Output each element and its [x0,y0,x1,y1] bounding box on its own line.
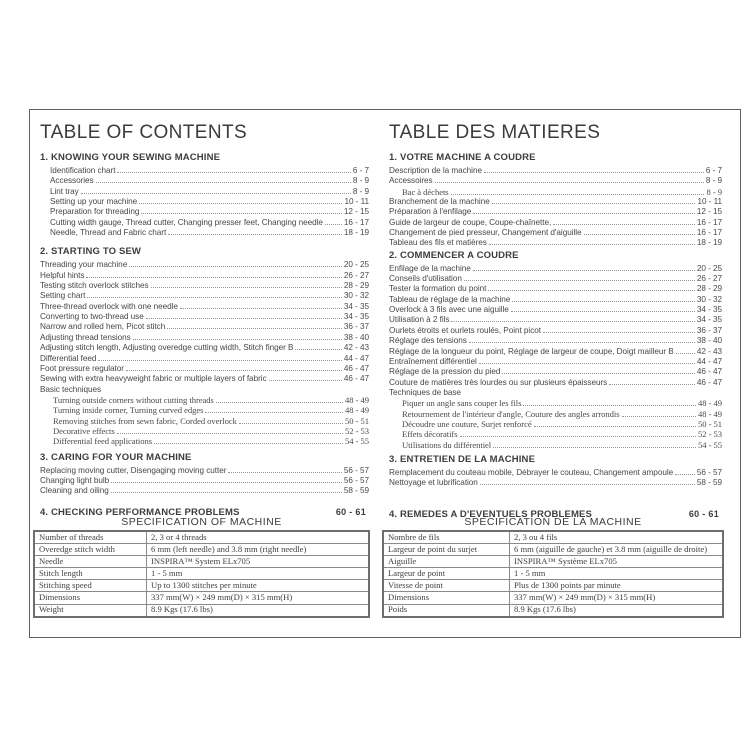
toc-entry-label: Préparation à l'enfilage [389,207,472,217]
toc-entry [40,176,369,186]
toc-entry [389,264,722,274]
toc-entry [389,357,722,367]
spec-value-cell: INSPIRA™ Système ELx705 [510,556,724,568]
toc-section-heading: 3. CARING FOR YOUR MACHINE [40,451,192,463]
toc-section-heading: 1. VOTRE MACHINE A COUDRE [389,152,536,163]
toc-entry-label: Tester la formation du point [389,284,487,294]
toc-entry-label: Ourlets étroits et ourlets roulés, Point picot [389,325,541,335]
toc-entry-pages: 50 - 51 [345,415,369,426]
spec-label-cell: Weight [34,604,147,617]
toc-entry-label: Needle, Thread and Fabric chart [50,228,167,238]
toc-entry [40,228,369,238]
dot-leader [511,310,695,312]
toc-entry-pages: 36 - 37 [696,325,722,335]
dot-leader [435,181,704,183]
dot-leader [523,404,696,406]
toc-title-english: TABLE OF CONTENTS [40,122,248,143]
toc-entry-pages: 20 - 25 [343,260,369,270]
spec-label-cell: Vitesse de point [383,580,510,592]
toc-entry-pages: 52 - 53 [698,429,722,440]
toc-entry-label: Removing stitches from sewn fabric, Corded overlock [53,415,237,426]
toc-entry [40,374,369,384]
toc-entry-label: Changing light bulb [40,475,110,485]
spec-row [383,604,723,617]
toc-entry-pages: 8 - 9 [352,176,369,186]
spec-row [383,580,723,592]
dot-leader [180,307,342,309]
toc-entry-pages: 28 - 29 [696,284,722,294]
toc-entry-label: Accessories [50,176,94,186]
toc-entry-pages: 16 - 17 [343,217,369,227]
toc-entry [40,312,369,322]
toc-entry-label: Couture de matières très lourdes ou sur plusieurs épaisseurs [389,377,608,387]
spec-row [34,556,369,568]
toc-entry [389,388,722,398]
toc-entry [40,207,369,217]
spec-table-french [382,530,724,618]
toc-section-heading: 4. REMEDES A D'EVENTUELS PROBLEMES [389,508,593,520]
toc-entry [40,322,369,332]
toc-entry-label: Découdre une couture, Surjet renforcé [402,418,532,429]
toc-section-heading: 2. COMMENCER A COUDRE [389,249,519,261]
toc-entry-pages: 38 - 40 [696,336,722,346]
toc-entry-label: Adjusting thread tensions [40,332,131,342]
spec-block-french [382,516,724,618]
toc-entry-pages: 34 - 35 [696,305,722,315]
toc-entry-pages: 34 - 35 [343,301,369,311]
dot-leader [154,442,343,444]
dot-leader [228,471,341,473]
spec-value-cell: 2, 3 ou 4 fils [510,531,724,544]
toc-entry-pages: 54 - 55 [345,436,369,447]
toc-entry [389,315,722,325]
toc-entry [389,197,722,207]
toc-entry [40,385,369,395]
toc-entry-label: Tableau des fils et matières [389,238,487,248]
spec-label-cell: Dimensions [383,592,510,604]
spec-label-cell: Nombre de fils [383,531,510,544]
toc-entry [389,187,722,197]
toc-entry-label: Remplacement du couteau mobile, Débrayer le couteau, Changement ampoule [389,467,674,477]
dot-leader [111,481,342,483]
dot-leader [493,446,696,448]
spec-row [383,556,723,568]
toc-entry [40,281,369,291]
spec-row [34,531,369,544]
toc-entry-pages: 36 - 37 [343,322,369,332]
dot-leader [81,192,351,194]
toc-entry-label: Identification chart [50,166,116,175]
spec-title-english: SPECIFICATION OF MACHINE [121,516,282,528]
toc-entry-label: Cutting width gauge, Thread cutter, Changing presser feet, Changing needle [50,217,323,227]
toc-entry-label: Réglage des tensions [389,336,467,346]
toc-entry [40,197,369,207]
toc-entry-pages: 12 - 15 [343,207,369,217]
spec-label-cell: Poids [383,604,510,617]
toc-entry-label: Overlock à 3 fils avec une aiguille [389,305,509,315]
dot-leader [451,320,694,322]
toc-entry [389,207,722,217]
toc-entry [389,478,722,488]
toc-column-english [40,122,369,521]
toc-entry-label: Setting up your machine [50,197,138,207]
spec-table-english [33,530,370,618]
toc-entry-pages: 58 - 59 [343,486,369,496]
toc-entry-pages: 56 - 57 [343,465,369,475]
toc-entry [40,426,369,436]
toc-entry-label: Sewing with extra heavyweight fabric or multiple layers of fabric [40,374,267,384]
toc-entry [40,476,369,486]
toc-entry-label: Narrow and rolled hem, Picot stitch [40,322,166,332]
spec-row [383,592,723,604]
spec-value-cell: Up to 1300 stitches per minute [147,580,370,592]
toc-entry-pages: 46 - 47 [696,377,722,387]
toc-entry-label: Piquer un angle sans couper les fils [402,398,522,409]
toc-entry-pages: 6 - 7 [705,166,722,175]
toc-entry-pages: 34 - 35 [696,315,722,325]
toc-section [40,152,369,238]
dot-leader [622,415,696,417]
toc-entry-label: Differential feed [40,353,97,363]
toc-entry-pages: 6 - 7 [352,166,369,175]
toc-entry-pages: 12 - 15 [696,207,722,217]
toc-entry-pages: 48 - 49 [345,394,369,405]
dot-leader [139,202,342,204]
spec-label-cell: Overedge stitch width [34,544,147,556]
toc-entry-label: Réglage de la pression du pied [389,367,501,377]
spec-row [34,592,369,604]
spec-label-cell: Number of threads [34,531,147,544]
toc-entry-label: Bac à déchets [402,186,449,197]
toc-entry [389,409,722,419]
toc-entry-label: Preparation for threading [50,207,140,217]
toc-entry-label: Changement de pied presseur, Changement d'aiguille [389,228,582,238]
toc-entry-label: Three-thread overlock with one needle [40,301,178,311]
toc-entry-pages: 34 - 35 [343,312,369,322]
dot-leader [489,243,695,245]
dot-leader [534,425,696,427]
toc-section [389,152,722,249]
dot-leader [216,401,343,403]
dot-leader [676,352,695,354]
toc-column-french [389,122,722,523]
dot-leader [117,171,350,173]
toc-entry-label: Retournement de l'intérieur d'angle, Couture des angles arrondis [402,408,620,419]
toc-entry-pages: 8 - 9 [352,186,369,196]
toc-entry-pages: 26 - 27 [696,274,722,284]
spec-value-cell: 1 - 5 mm [510,568,724,580]
toc-entry [40,416,369,426]
spec-value-cell: 2, 3 or 4 threads [147,531,370,544]
toc-entry-label: Techniques de base [389,387,461,397]
dot-leader [269,379,342,381]
toc-entry-pages: 48 - 49 [698,408,722,419]
toc-entry [40,436,369,446]
toc-entry-pages: 48 - 49 [698,398,722,409]
toc-entry-pages: 46 - 47 [343,363,369,373]
toc-entry [389,284,722,294]
toc-section-heading: 3. ENTRETIEN DE LA MACHINE [389,453,536,465]
toc-entry-pages: 46 - 47 [696,367,722,377]
toc-entry-pages: 56 - 57 [343,475,369,485]
toc-entry [40,187,369,197]
spec-value-cell: 8.9 Kgs (17.6 lbs) [147,604,370,617]
dot-leader [133,338,342,340]
spec-row [34,580,369,592]
spec-row [34,544,369,556]
toc-section-heading: 4. CHECKING PERFORMANCE PROBLEMS [40,506,240,518]
toc-entry-pages: 18 - 19 [696,238,722,248]
spec-row [383,544,723,556]
toc-entry-pages: 10 - 11 [697,197,722,207]
dot-leader [464,279,695,281]
toc-sections-english [40,152,369,519]
toc-entry-label: Description de la machine [389,166,482,175]
toc-entry-pages: 16 - 17 [696,217,722,227]
spec-row [34,604,369,617]
toc-entry [40,333,369,343]
toc-entry [40,166,369,176]
toc-entry-pages: 44 - 47 [343,353,369,363]
toc-entry [389,440,722,450]
toc-entry-pages: 58 - 59 [696,478,722,488]
toc-entry [40,364,369,374]
toc-entry [40,291,369,301]
toc-entry-pages: 16 - 17 [696,228,722,238]
toc-entry [40,343,369,353]
toc-section [389,250,722,450]
toc-entry-pages: 30 - 32 [696,294,722,304]
dot-leader [168,233,342,235]
dot-leader [111,491,342,493]
spec-value-cell: 1 - 5 mm [147,568,370,580]
toc-entry-label: Helpful hints [40,270,85,280]
spec-value-cell: INSPIRA™ System ELx705 [147,556,370,568]
toc-section [40,452,369,497]
toc-entry [389,429,722,439]
toc-entry-pages: 26 - 27 [343,270,369,280]
toc-entry-pages: 42 - 43 [696,346,722,356]
toc-entry-label: Lint tray [50,186,79,196]
toc-sections-french [389,152,722,521]
spec-row [383,568,723,580]
spec-row [34,568,369,580]
toc-entry [40,271,369,281]
dot-leader [473,269,695,271]
spec-label-cell: Aiguille [383,556,510,568]
dot-leader [205,411,343,413]
toc-entry-label: Utilisation à 2 fils [389,315,450,325]
toc-entry [389,347,722,357]
dot-leader [117,432,343,434]
spec-value-cell: 8.9 Kgs (17.6 lbs) [510,604,724,617]
toc-entry-label: Threading your machine [40,260,128,270]
toc-entry-pages: 54 - 55 [698,439,722,450]
dot-leader [86,276,341,278]
toc-entry [40,466,369,476]
dot-leader [96,181,351,183]
spec-label-cell: Stitch length [34,568,147,580]
toc-entry-label: Conseils d'utilisation [389,274,462,284]
dot-leader [239,422,343,424]
toc-entry-label: Réglage de la longueur du point, Réglage de largeur de coupe, Doigt mailleur B [389,346,674,356]
toc-entry-pages: 46 - 47 [343,374,369,384]
toc-entry-label: Setting chart [40,291,86,301]
toc-entry-label: Decorative effects [53,425,115,436]
toc-entry-pages: 18 - 19 [343,228,369,238]
toc-entry-pages: 28 - 29 [343,281,369,291]
toc-entry-label: Guide de largeur de coupe, Coupe-chaînette, [389,217,552,227]
dot-leader [484,171,704,173]
spec-label-cell: Largeur de point [383,568,510,580]
toc-entry-label: Converting to two-thread use [40,312,144,322]
dot-leader [167,327,342,329]
spec-label-cell: Needle [34,556,147,568]
dot-leader [473,212,695,214]
content-frame [29,109,741,638]
toc-entry [389,176,722,186]
spec-value-cell: 6 mm (aiguille de gauche) et 3.8 mm (aiguille de droite) [510,544,724,556]
dot-leader [325,223,342,225]
toc-entry [389,218,722,228]
dot-leader [141,212,342,214]
toc-entry-pages: 20 - 25 [696,263,722,273]
toc-entry-label: Turning outside corners without cutting threads [53,394,214,405]
toc-entry-label: Branchement de la machine [389,197,490,207]
toc-entry-pages: 60 - 61 [688,508,719,519]
toc-entry-pages: 56 - 57 [696,467,722,477]
toc-entry [389,305,722,315]
toc-title-french: TABLE DES MATIERES [389,122,601,143]
toc-section [389,454,722,489]
toc-section-heading: 2. STARTING TO SEW [40,246,142,258]
toc-entry-pages: 42 - 43 [343,343,369,353]
toc-entry-pages: 38 - 40 [343,332,369,342]
dot-leader [479,362,695,364]
toc-entry [389,398,722,408]
dot-leader [295,348,341,350]
dot-leader [98,359,342,361]
dot-leader [675,473,695,475]
dot-leader [584,233,695,235]
spec-row [383,531,723,544]
toc-entry [389,419,722,429]
toc-entry-pages: 8 - 9 [705,176,722,186]
dot-leader [502,372,694,374]
dot-leader [129,265,342,267]
toc-entry-pages: 10 - 11 [344,197,369,207]
dot-leader [451,193,705,195]
spec-block-english [33,516,370,618]
toc-entry [40,260,369,270]
toc-entry-label: Accessoires [389,176,433,186]
toc-entry [40,405,369,415]
toc-entry-label: Nettoyage et lubrification [389,478,478,488]
spec-value-cell: 337 mm(W) × 249 mm(D) × 315 mm(H) [510,592,724,604]
toc-entry-label: Turning inside corner, Turning curved edges [53,405,204,416]
toc-entry [40,302,369,312]
dot-leader [469,341,695,343]
toc-entry-pages: 8 - 9 [706,186,722,197]
toc-entry-pages: 52 - 53 [345,425,369,436]
dot-leader [146,317,342,319]
toc-entry [389,238,722,248]
spec-title-french: SPECIFICATION DE LA MACHINE [464,516,642,528]
dot-leader [126,369,342,371]
toc-section [40,246,369,446]
dot-leader [492,202,696,204]
toc-entry-pages: 44 - 47 [696,356,722,366]
dot-leader [512,300,695,302]
spec-label-cell: Stitching speed [34,580,147,592]
toc-entry [389,378,722,388]
toc-entry [40,395,369,405]
toc-entry-label: Foot pressure regulator [40,363,124,373]
spec-label-cell: Largeur de point du surjet [383,544,510,556]
dot-leader [553,223,695,225]
spec-label-cell: Dimensions [34,592,147,604]
toc-entry-label: Replacing moving cutter, Disengaging moving cutter [40,465,227,475]
dot-leader [488,289,695,291]
toc-entry [389,468,722,478]
spec-value-cell: Plus de 1300 points par minute [510,580,724,592]
dot-leader [87,296,342,298]
toc-entry [389,166,722,176]
toc-entry-label: Effets décoratifs [402,429,458,440]
toc-entry [40,486,369,496]
spec-value-cell: 337 mm(W) × 249 mm(D) × 315 mm(H) [147,592,370,604]
dot-leader [480,483,695,485]
dot-leader [151,286,342,288]
toc-entry [389,367,722,377]
toc-entry [389,228,722,238]
toc-entry [389,336,722,346]
toc-entry-label: Tableau de réglage de la machine [389,294,511,304]
toc-entry-label: Cleaning and oiling [40,486,109,496]
dot-leader [543,331,695,333]
toc-entry-label: Adjusting stitch length, Adjusting overedge cutting width, Stitch finger B [40,343,294,353]
toc-entry-label: Differential feed applications [53,436,153,447]
toc-entry-pages: 60 - 61 [335,506,366,517]
toc-entry-pages: 48 - 49 [345,405,369,416]
toc-entry-label: Utilisations du différentiel [402,439,492,450]
toc-entry-pages: 30 - 32 [343,291,369,301]
toc-entry [40,218,369,228]
toc-entry-label: Enfilage de la machine [389,263,471,273]
dot-leader [609,383,695,385]
spec-value-cell: 6 mm (left needle) and 3.8 mm (right needle) [147,544,370,556]
toc-entry-label: Basic techniques [40,384,102,394]
toc-entry-label: Entraînement différentiel [389,356,477,366]
dot-leader [460,435,696,437]
toc-entry [40,354,369,364]
toc-entry [389,295,722,305]
toc-entry [389,274,722,284]
toc-entry-pages: 50 - 51 [698,418,722,429]
toc-section-heading: 1. KNOWING YOUR SEWING MACHINE [40,152,221,163]
toc-entry-label: Testing stitch overlock stitches [40,281,149,291]
toc-entry [389,326,722,336]
